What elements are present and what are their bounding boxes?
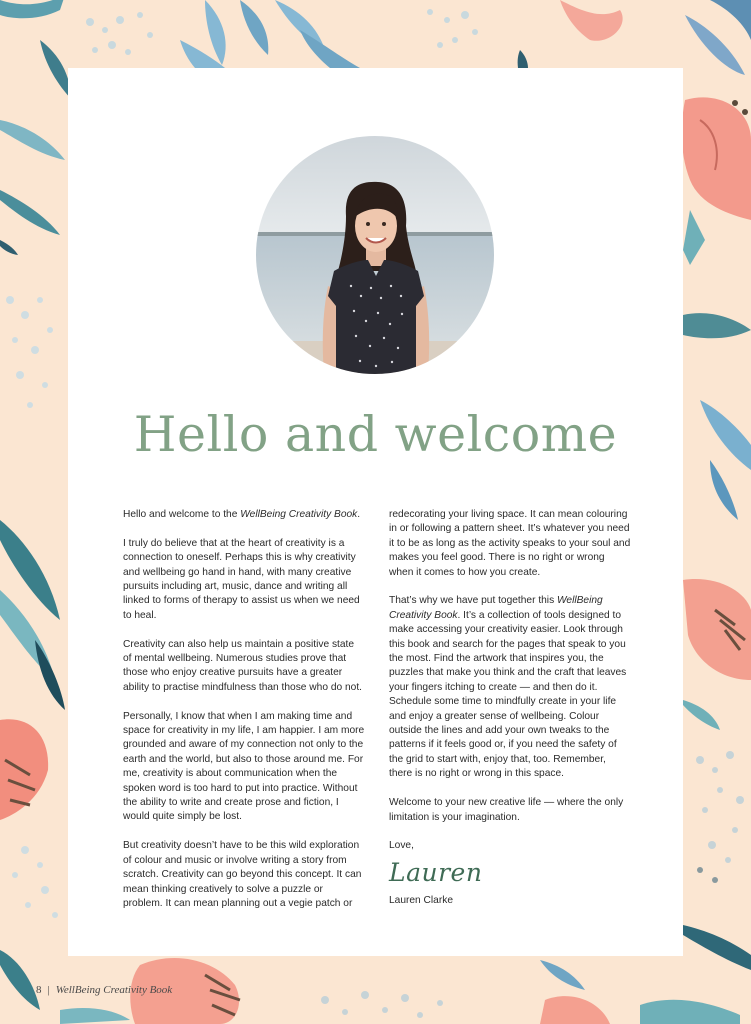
- paragraph: That’s why we have put together this WellBeing Creativity Book. It’s a collection of tools designed to make accessing your creativity easier. Look through this book and search for the pages that speak to you the most. Find the artwork that inspires you, the puzzles that make you think and the craft that leaves your fingers itching to create — and then do it. Schedule some time to mindfully create in your life and enjoy a greater sense of wellbeing. Colour outside the lines and add your own tweaks to the patterns if it feels good or, if you need the safety of the grid to start with, enjoy that, too. Remember, there is no right or wrong in this space.: [389, 595, 627, 780]
- signature: Lauren: [389, 857, 483, 887]
- footer-separator: |: [47, 984, 50, 996]
- left-column: [123, 508, 365, 926]
- portrait-photo: [256, 136, 494, 374]
- content-card: [68, 68, 683, 956]
- closing: Love,: [389, 840, 414, 852]
- paragraph: Hello and welcome to the WellBeing Creativity Book.: [123, 509, 361, 520]
- page-title: Hello and welcome: [133, 406, 618, 463]
- paragraph: Personally, I know that when I am making time and space for creativity in my life, I am happier. I am more grounded and aware of my connection not only to the earth and the world, but also to those around me. For me, creativity is about communication when the spoken word is too hard to put into practice. Without the ability to write and create prose and fiction, I would quite simply be lost.: [123, 710, 365, 823]
- author-name: Lauren Clarke: [389, 894, 453, 906]
- page-footer: [36, 984, 172, 996]
- paragraph: I truly do believe that at the heart of creativity is a connection to oneself. Perhaps this is why creativity and wellbeing go hand in hand, with many creative pursuits including art, music, dance and writing all linked to forms of therapy to assist us when we need to heal.: [123, 537, 360, 621]
- paragraph: redecorating your living space. It can mean colouring in or following a pattern sheet. It’s whatever you need it to be as long as the activity speaks to your soul and makes you feel good. There is no right or wrong when it comes to how you create.: [389, 509, 631, 578]
- page-number: 8: [36, 984, 42, 996]
- publication-name: WellBeing Creativity Book: [55, 984, 173, 996]
- right-column: [389, 508, 631, 923]
- paragraph: Creativity can also help us maintain a positive state of mental wellbeing. Numerous studies prove that those who enjoy creative pursuits have a greater ability to practise mindfulness than those who do not.: [123, 638, 362, 693]
- paragraph: But creativity doesn’t have to be this wild exploration of colour and music or involve writing a story from scratch. Creativity can go beyond this concept. It can mean thinking creatively to solve a puzzle or problem. It can mean planning out a vegie patch or: [123, 840, 362, 909]
- paragraph: Welcome to your new creative life — where the only limitation is your imagination.: [389, 797, 624, 823]
